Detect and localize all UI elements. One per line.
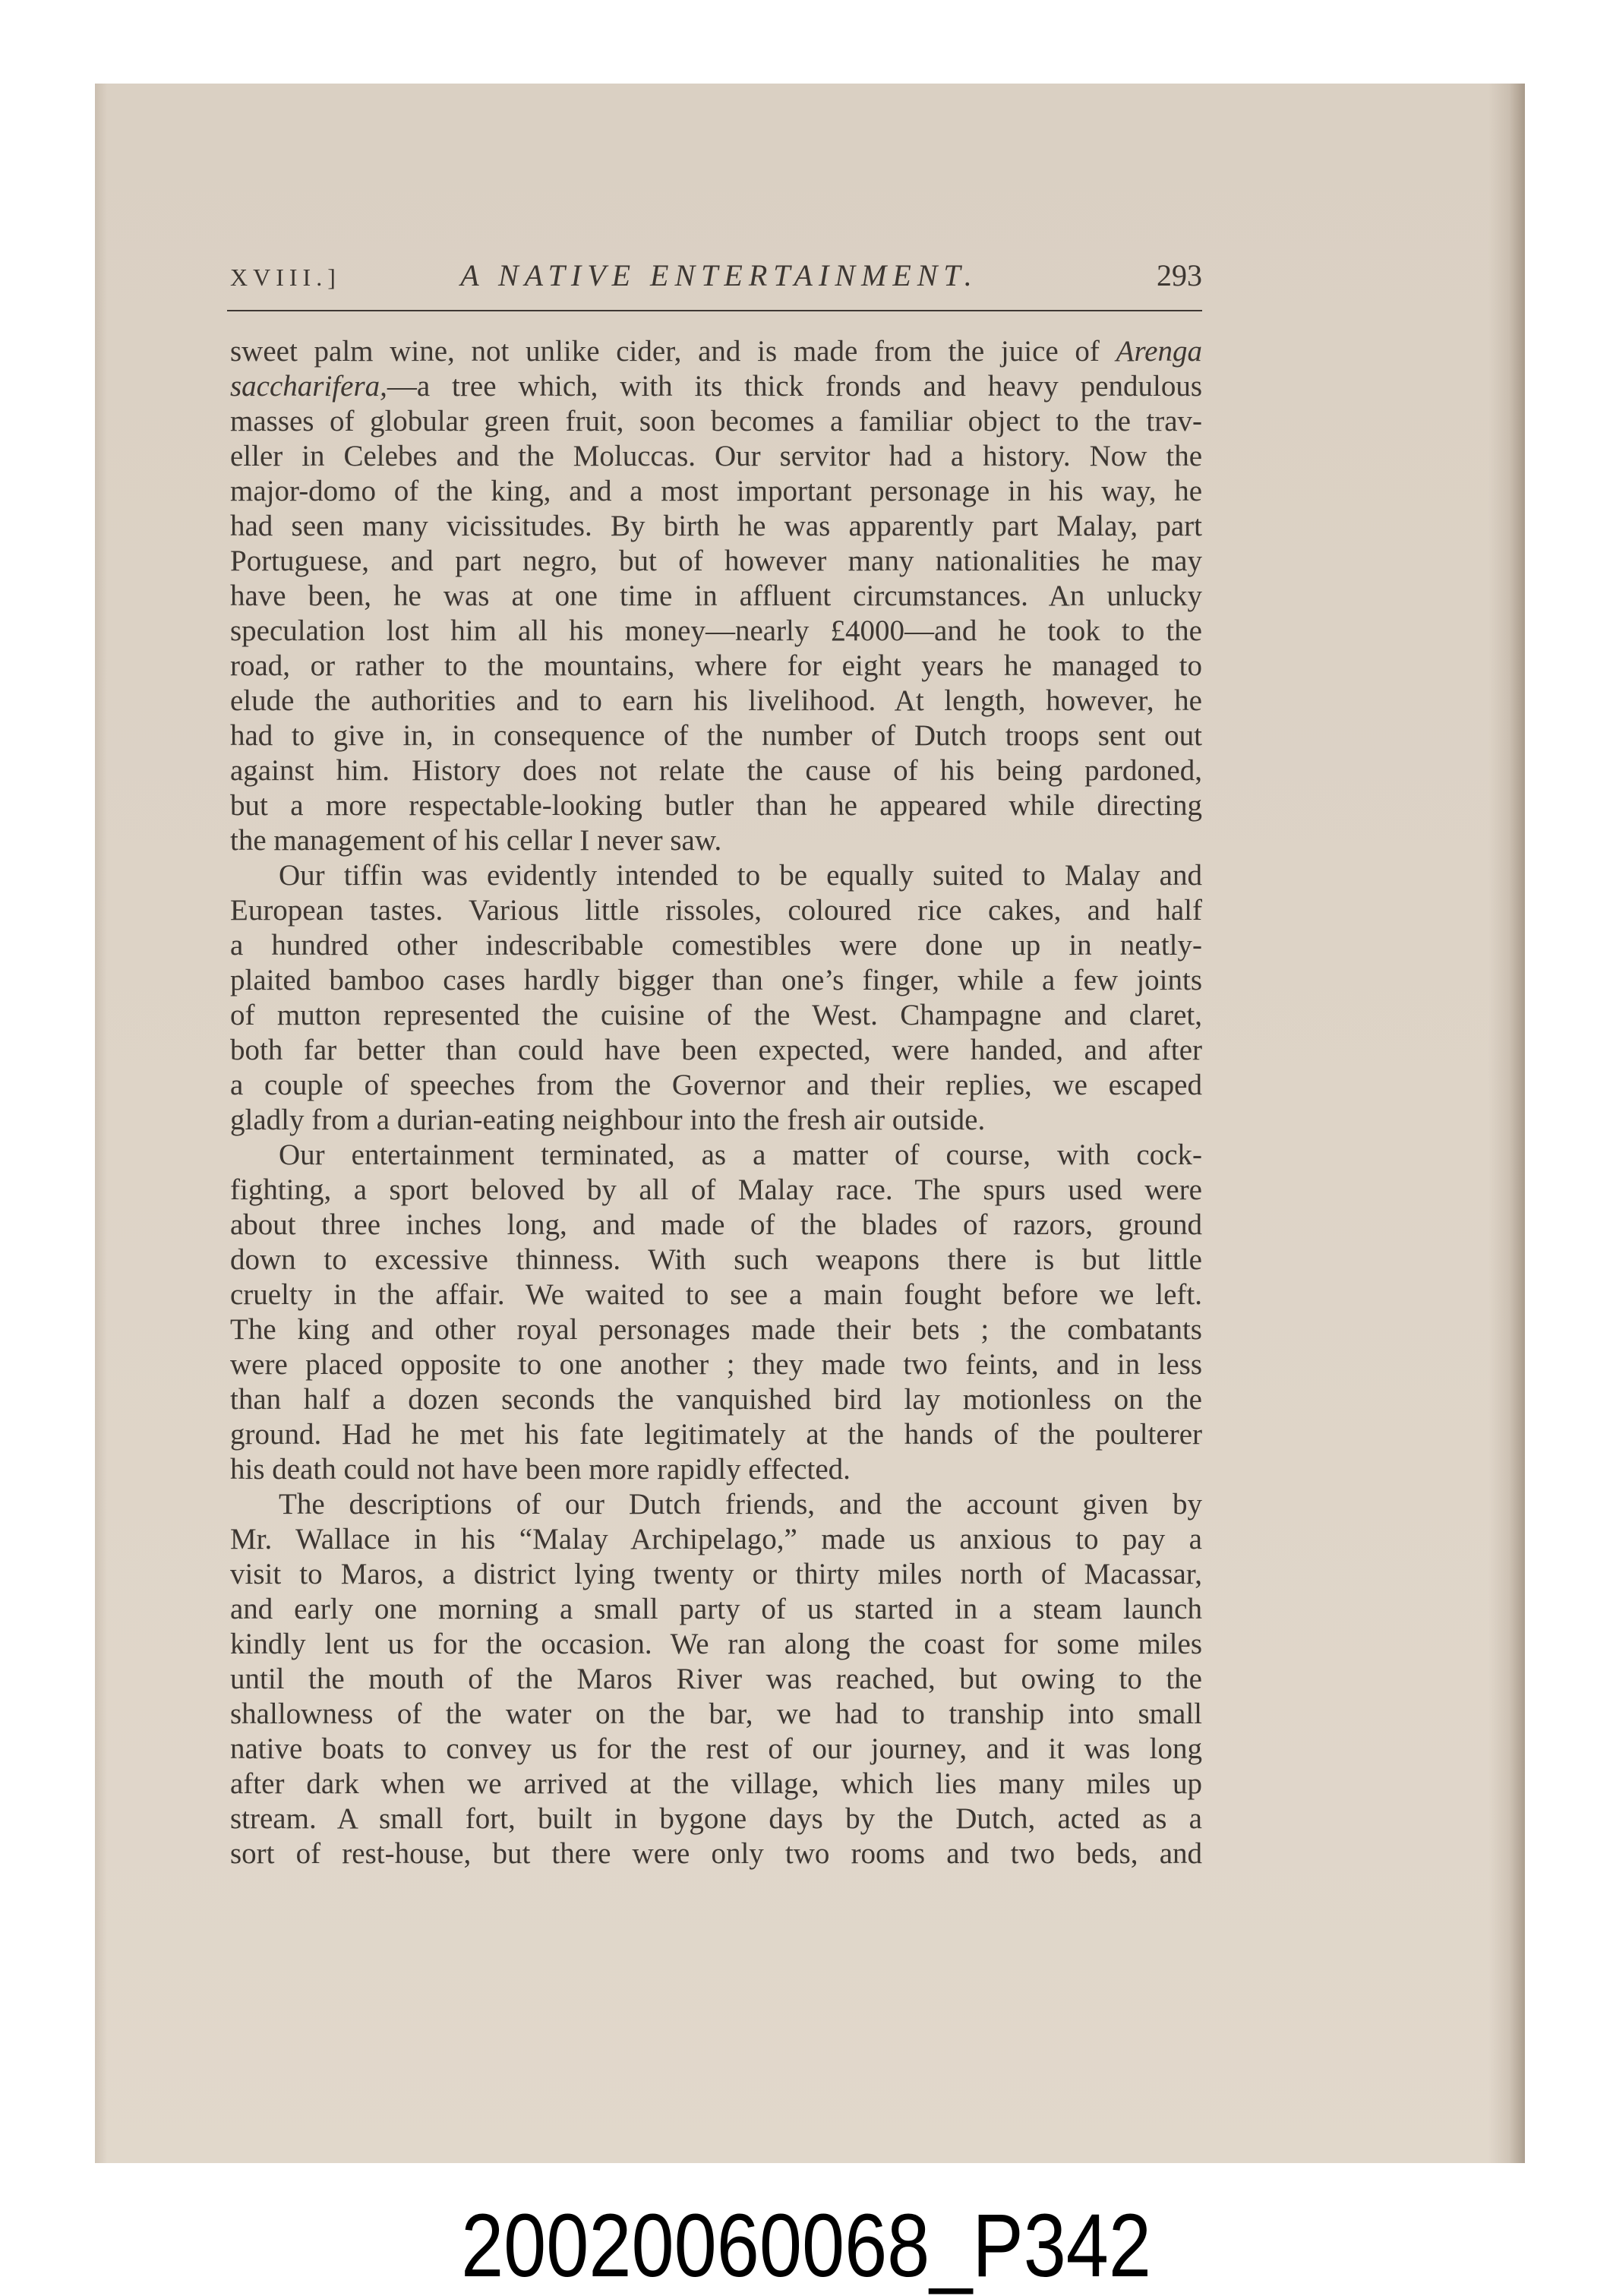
text-line: of mutton represented the cuisine of the West. Champagne and claret, [230, 999, 1202, 1031]
running-title: A NATIVE ENTERTAINMENT. [460, 258, 978, 292]
text-line: ground. Had he met his fate legitimately at the hands of the poulterer [230, 1418, 1202, 1451]
text-line: eller in Celebes and the Moluccas. Our servitor had a history. Now the [230, 440, 1202, 472]
text-line: his death could not have been more rapidly effected. [230, 1453, 851, 1486]
running-header [230, 258, 1202, 293]
text-line: major-domo of the king, and a most important personage in his way, he [230, 475, 1202, 507]
text-line: masses of globular green fruit, soon becomes a familiar object to the trav- [230, 405, 1202, 437]
text-line: than half a dozen seconds the vanquished bird lay motionless on the [230, 1383, 1202, 1416]
scan-id-text: 20020060068_P342 [461, 2196, 1152, 2296]
text-line [230, 334, 1202, 369]
text-line: but a more respectable-looking butler than he appeared while directing [230, 789, 1202, 822]
text-line: a couple of speeches from the Governor and their replies, we escaped [230, 1069, 1202, 1101]
scan-id-label [0, 2196, 1613, 2296]
page-number: 293 [1157, 258, 1202, 292]
text-line: sort of rest-house, but there were only two rooms and two beds, and [230, 1837, 1202, 1870]
text-line: shallowness of the water on the bar, we had to tranship into small [230, 1698, 1202, 1730]
text-line: a hundred other indescribable comestibles were done up in neatly- [230, 929, 1202, 962]
text-line: fighting, a sport beloved by all of Malay race. The spurs used were [230, 1173, 1202, 1206]
text-line: native boats to convey us for the rest of our journey, and it was long [230, 1732, 1202, 1765]
italic-text: saccharifera, [230, 370, 387, 403]
text-line: the management of his cellar I never saw. [230, 824, 722, 857]
text-line: have been, he was at one time in affluent circumstances. An unlucky [230, 580, 1202, 612]
text-line: had seen many vicissitudes. By birth he was apparently part Malay, part [230, 510, 1202, 542]
text-line: Our entertainment terminated, as a matter of course, with cock- [279, 1139, 1202, 1171]
text-line: had to give in, in consequence of the number of Dutch troops sent out [230, 719, 1202, 752]
text-line: Mr. Wallace in his “Malay Archipelago,” made us anxious to pay a [230, 1523, 1202, 1555]
paragraph [230, 334, 1202, 858]
text-line: elude the authorities and to earn his livelihood. At length, however, he [230, 684, 1202, 717]
text-line: The king and other royal personages made their bets ; the combatants [230, 1313, 1202, 1346]
paragraph [230, 1138, 1202, 1487]
text-line: Our tiffin was evidently intended to be equally suited to Malay and [279, 859, 1202, 892]
text-segment: sweet palm wine, not unlike cider, and is made from the juice of [230, 335, 1116, 368]
paragraph [230, 858, 1202, 1138]
text-line: until the mouth of the Maros River was reached, but owing to the [230, 1663, 1202, 1695]
paragraph [230, 1487, 1202, 1871]
text-line: and early one morning a small party of us started in a steam launch [230, 1593, 1202, 1625]
text-line: after dark when we arrived at the village, which lies many miles up [230, 1767, 1202, 1800]
text-line: were placed opposite to one another ; they made two feints, and in less [230, 1348, 1202, 1381]
text-line: visit to Maros, a district lying twenty or thirty miles north of Macassar, [230, 1558, 1202, 1590]
text-line: European tastes. Various little rissoles, coloured rice cakes, and half [230, 894, 1202, 927]
body-text [230, 334, 1202, 1871]
text-segment: —a tree which, with its thick fronds and heavy pendulous [387, 370, 1202, 403]
text-line: Portuguese, and part negro, but of however many nationalities he may [230, 545, 1202, 577]
text-line: speculation lost him all his money—nearly £4000—and he took to the [230, 614, 1202, 647]
text-line: cruelty in the affair. We waited to see a main fought before we left. [230, 1278, 1202, 1311]
text-line: plaited bamboo cases hardly bigger than one’s finger, while a few joints [230, 964, 1202, 996]
text-line: both far better than could have been expected, were handed, and after [230, 1034, 1202, 1066]
text-line: down to excessive thinness. With such weapons there is but little [230, 1243, 1202, 1276]
text-line: about three inches long, and made of the blades of razors, ground [230, 1208, 1202, 1241]
italic-text: Arenga [1116, 335, 1202, 368]
text-line: road, or rather to the mountains, where for eight years he managed to [230, 649, 1202, 682]
text-line: kindly lent us for the occasion. We ran along the coast for some miles [230, 1628, 1202, 1660]
text-line: against him. History does not relate the cause of his being pardoned, [230, 754, 1202, 787]
text-line: gladly from a durian-eating neighbour into the fresh air outside. [230, 1104, 986, 1136]
chapter-number: XVIII.] [230, 264, 341, 291]
header-rule [227, 310, 1202, 311]
text-line: stream. A small fort, built in bygone days by the Dutch, acted as a [230, 1802, 1202, 1835]
text-line: The descriptions of our Dutch friends, and the account given by [279, 1488, 1202, 1521]
text-line [230, 369, 1202, 404]
